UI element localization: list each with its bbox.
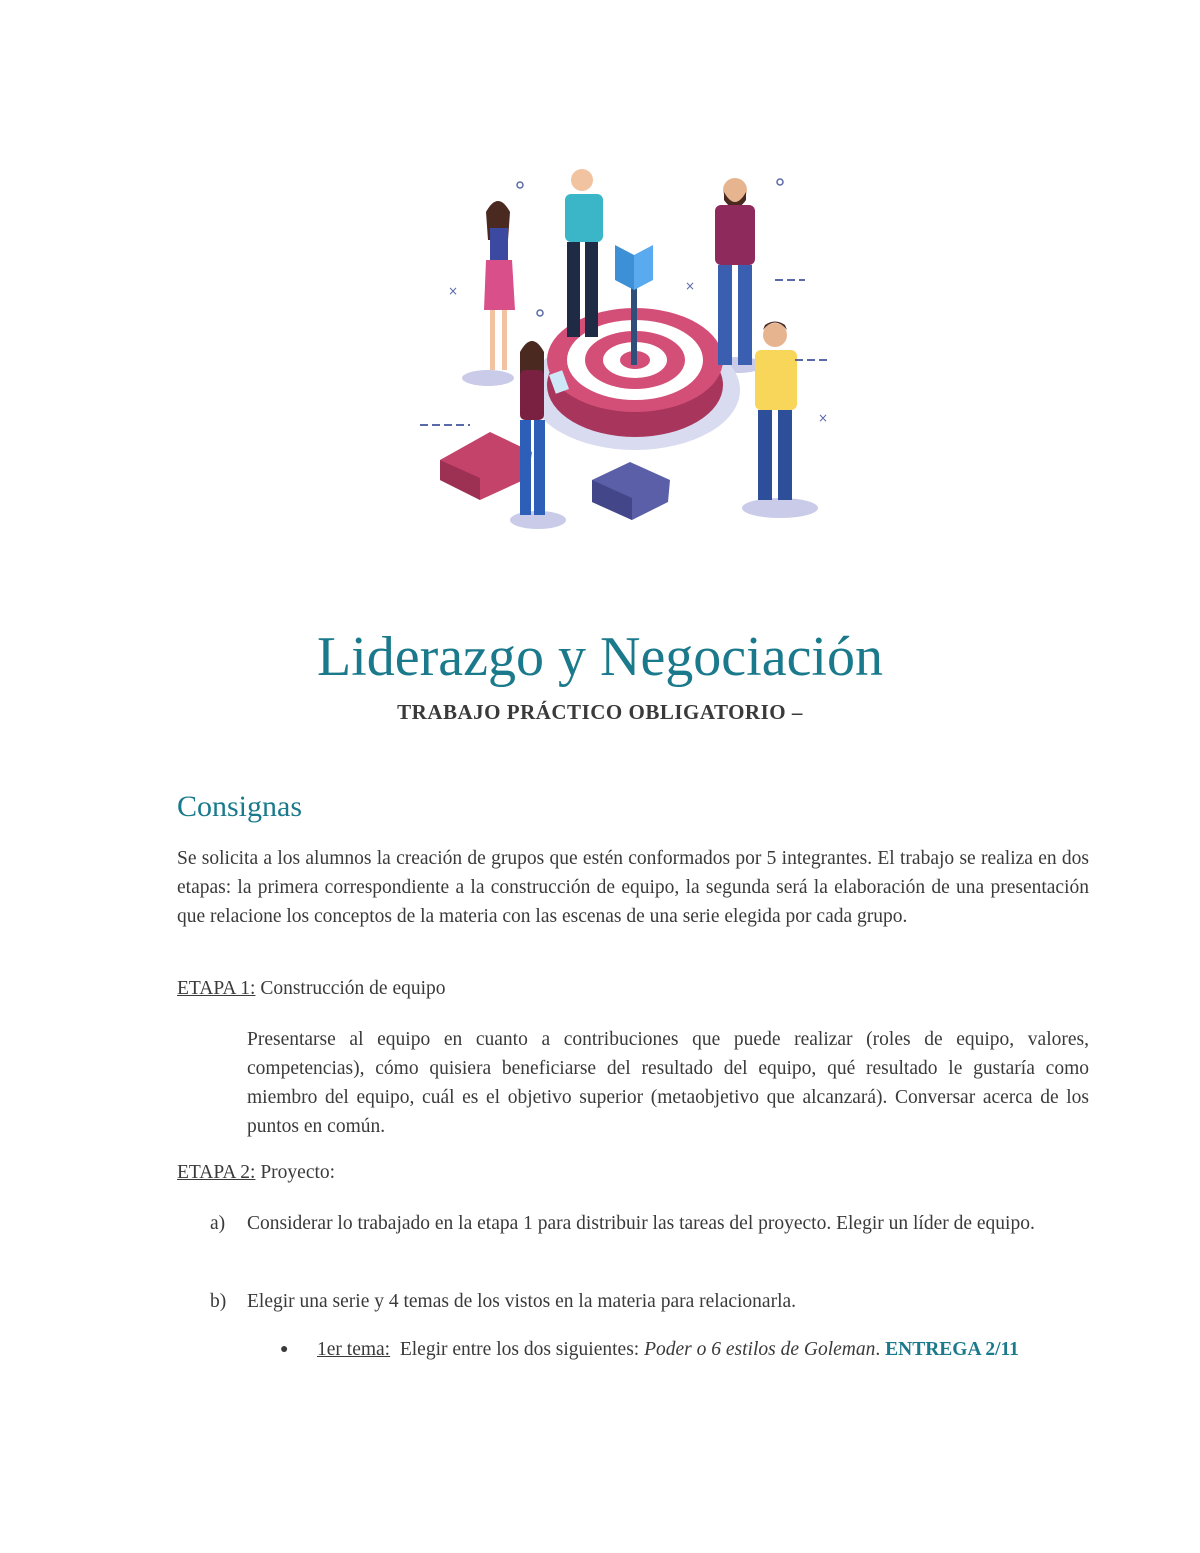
etapa1-label: ETAPA 1: [177,978,256,999]
list-item-text: Elegir una serie y 4 temas de los vistos en la materia para relacionarla. [247,1291,797,1312]
team-target-illustration [420,160,840,540]
etapa2-title: Proyecto: [260,1162,336,1183]
svg-text:×: × [818,411,829,425]
intro-paragraph: Se solicita a los alumnos la creación de grupos que estén conformados por 5 integrantes. El trabajo se realiza en dos etapas: la primera correspondiente a la construcción de equipo, la segunda será la elaboración de una presentación que relacione los conceptos de la materia con las escenas de una serie elegida por cada grupo. [177,848,1089,927]
etapa1-heading [177,978,446,1000]
etapa1-title: Construcción de equipo [260,978,446,999]
bullet-options: Poder o 6 estilos de Goleman [644,1339,876,1360]
document-subtitle: TRABAJO PRÁCTICO OBLIGATORIO – [397,700,803,724]
list-item-text: Considerar lo trabajado en la etapa 1 para distribuir las tareas del proyecto. Elegir un líder de equipo. [247,1213,1035,1234]
list-marker: b) [210,1291,227,1312]
section-heading: Consignas [177,790,303,823]
svg-text:×: × [448,284,459,298]
etapa2-heading [177,1162,335,1184]
svg-text:×: × [685,279,696,293]
list-marker: a) [210,1213,226,1234]
bullet-text [317,1335,1089,1364]
bullet-lead: Elegir entre los dos siguientes: [399,1339,640,1360]
delivery-date: ENTREGA 2/11 [885,1339,1019,1360]
bullet-period: . [875,1339,881,1360]
etapa2-label: ETAPA 2: [177,1162,256,1183]
bullet-icon: ● [280,1342,289,1357]
document-title: Liderazgo y Negociación [317,626,883,688]
etapa1-text: Presentarse al equipo en cuanto a contribuciones que puede realizar (roles de equipo, valores, competencias), cómo quisiera beneficiarse del resultado del equipo, qué resultado le gustaría como miembro del equipo, cuál es el objetivo superior (metaobjetivo que alcanzará). Conversar acerca de los puntos en común. [247,1029,1089,1137]
bullet-label: 1er tema: [317,1339,391,1360]
